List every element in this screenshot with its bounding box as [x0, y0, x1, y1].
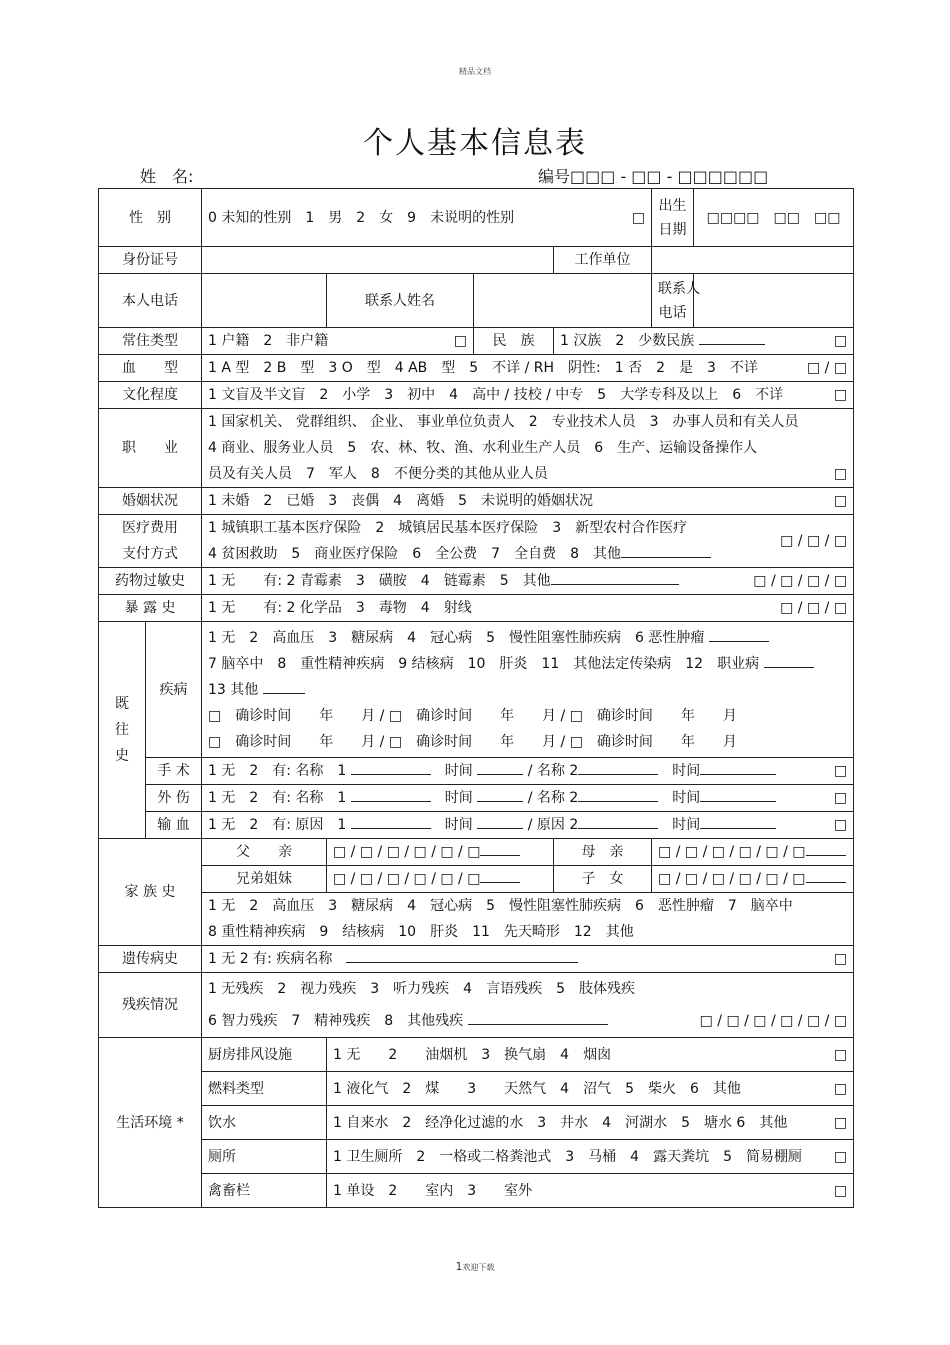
marriage-checkbox[interactable]: □ [833, 493, 848, 509]
residence-row [99, 328, 854, 355]
name-label: 姓 名: [140, 167, 194, 186]
fuel-label: 燃料类型 [202, 1072, 327, 1106]
marriage-options: 1 未婚 2 已婚 3 丧偶 4 离婚 5 未说明的婚姻状况 □ [202, 488, 854, 515]
education-label: 文化程度 [99, 382, 202, 409]
diagnosis-line-1[interactable]: □ 确诊时间 年 月 / □ 确诊时间 年 月 / □ 确诊时间 年 月 [208, 707, 737, 724]
kitchen-options: 1 无 2 油烟机 3 换气扇 4 烟囱 □ [327, 1038, 854, 1072]
kitchen-checkbox[interactable]: □ [833, 1046, 848, 1063]
footer-text: 欢迎下载 [462, 1263, 495, 1272]
transfusion-options: 1 无 2 有: 原因 1 时间 / 原因 2 时间 □ [202, 812, 854, 839]
residence-checkbox[interactable]: □ [453, 333, 467, 349]
toilet-row [99, 1140, 854, 1174]
allergy-options: 1 无 有: 2 青霉素 3 磺胺 4 链霉素 5 其他 □ / □ / □ / □ [202, 568, 854, 595]
occupation-options: 1 国家机关、 党群组织、 企业、 事业单位负责人 2 专业技术人员 3 办事人员和有关人员 4 商业、服务业人员 5 农、林、牧、渔、水利业生产人员 6 生产、运输设备操作人 员及有关人员 7 军人 8 不便分类的其他从业人员 □ [202, 409, 854, 488]
livestock-options: 1 单设 2 室内 3 室外 □ [327, 1174, 854, 1208]
page-footer [0, 1260, 950, 1273]
ethnic-options: 1 汉族 2 少数民族 □ [554, 328, 854, 355]
transfusion-checkbox[interactable]: □ [833, 817, 848, 833]
blood-label: 血 型 [99, 355, 202, 382]
ethnic-checkbox[interactable]: □ [833, 333, 848, 349]
trauma-label: 外 伤 [146, 785, 202, 812]
kitchen-row [99, 1038, 854, 1072]
fuel-row [99, 1072, 854, 1106]
contact-name-field[interactable] [474, 274, 652, 328]
occupation-row [99, 409, 854, 488]
marriage-label: 婚姻状况 [99, 488, 202, 515]
genetic-options: 1 无 2 有: 疾病名称 □ [202, 946, 854, 973]
occupational-blank[interactable] [764, 653, 814, 668]
surgery-checkbox[interactable]: □ [833, 763, 848, 779]
gender-row [99, 189, 854, 247]
mother-boxes[interactable]: □ / □ / □ / □ / □ / □ [652, 839, 854, 866]
medical-checkbox[interactable]: □ / □ / □ [780, 533, 848, 549]
toilet-label: 厕所 [202, 1140, 327, 1174]
residence-label: 常住类型 [99, 328, 202, 355]
medical-payment-row [99, 515, 854, 568]
kitchen-label: 厨房排风设施 [202, 1038, 327, 1072]
genetic-row [99, 946, 854, 973]
birth-date-field[interactable]: □□□□ □□ □□ [694, 189, 854, 247]
child-label: 子 女 [554, 866, 652, 893]
blood-checkbox[interactable]: □ / □ [806, 360, 848, 376]
toilet-options: 1 卫生厕所 2 一格或二格粪池式 3 马桶 4 露天粪坑 5 简易棚厕 □ [327, 1140, 854, 1174]
page-number: 1 [455, 1260, 463, 1273]
disability-options: 1 无残疾 2 视力残疾 3 听力残疾 4 言语残疾 5 肢体残疾 6 智力残疾 7 精神残疾 8 其他残疾 □ / □ / □ / □ / □ / □ [202, 973, 854, 1038]
work-unit-label: 工作单位 [554, 247, 652, 274]
idcard-row [99, 247, 854, 274]
phone-label: 本人电话 [99, 274, 202, 328]
allergy-checkbox[interactable]: □ / □ / □ / □ [753, 573, 848, 589]
livestock-checkbox[interactable]: □ [833, 1182, 848, 1199]
family-history-label: 家 族 史 [99, 839, 202, 946]
occupation-checkbox[interactable]: □ [833, 466, 848, 482]
education-checkbox[interactable]: □ [833, 387, 848, 403]
header-note: 精品文档 [459, 67, 491, 76]
father-boxes[interactable]: □ / □ / □ / □ / □ / □ [327, 839, 554, 866]
exposure-label: 暴 露 史 [99, 595, 202, 622]
code-label: 编号□□□ - □□ - □□□□□□ [538, 167, 769, 186]
medical-payment-label: 医疗费用 支付方式 [99, 515, 202, 568]
child-boxes[interactable]: □ / □ / □ / □ / □ / □ [652, 866, 854, 893]
phone-field[interactable] [202, 274, 327, 328]
exposure-checkbox[interactable]: □ / □ / □ [780, 600, 848, 616]
marriage-row [99, 488, 854, 515]
idcard-field[interactable] [202, 247, 554, 274]
mother-label: 母 亲 [554, 839, 652, 866]
fuel-options: 1 液化气 2 煤 3 天然气 4 沼气 5 柴火 6 其他 □ [327, 1072, 854, 1106]
allergy-row [99, 568, 854, 595]
surgery-row [99, 758, 854, 785]
water-checkbox[interactable]: □ [833, 1114, 848, 1131]
toilet-checkbox[interactable]: □ [833, 1148, 848, 1165]
disease-options: 1 无 2 高血压 3 糖尿病 4 冠心病 5 慢性阻塞性肺疾病 6 恶性肿瘤 7 脑卒中 8 重性精神疾病 9 结核病 10 肝炎 11 其他法定传染病 12 职业病 13 其他 □ 确诊时间 年 月 / □ 确诊时间 年 月 / □ 确诊时间 年 月 □ 确诊时间 年 月 / □ 确诊时间 年 月 / □ 确诊时间 年 月 [202, 622, 854, 758]
family-sibling-row [99, 866, 854, 893]
genetic-label: 遗传病史 [99, 946, 202, 973]
work-unit-field[interactable] [652, 247, 854, 274]
genetic-checkbox[interactable]: □ [833, 951, 848, 967]
history-disease-row [99, 622, 854, 758]
disability-label: 残疾情况 [99, 973, 202, 1038]
education-row [99, 382, 854, 409]
diagnosis-line-2[interactable]: □ 确诊时间 年 月 / □ 确诊时间 年 月 / □ 确诊时间 年 月 [208, 733, 737, 750]
sibling-boxes[interactable]: □ / □ / □ / □ / □ / □ [327, 866, 554, 893]
contact-name-label: 联系人姓名 [327, 274, 474, 328]
family-parent-row [99, 839, 854, 866]
disability-other-blank[interactable] [468, 1010, 608, 1025]
history-label: 既 往 史 [99, 622, 146, 839]
surgery-label: 手 术 [146, 758, 202, 785]
gender-checkbox[interactable]: □ [631, 209, 646, 226]
idcard-label: 身份证号 [99, 247, 202, 274]
gender-label: 性 别 [99, 189, 202, 247]
blood-row [99, 355, 854, 382]
family-disease-row [99, 893, 854, 946]
trauma-row [99, 785, 854, 812]
page-title: 个人基本信息表 [363, 126, 587, 161]
transfusion-row [99, 812, 854, 839]
contact-phone-label: 联系人 电话 [652, 274, 694, 328]
water-options: 1 自来水 2 经净化过滤的水 3 井水 4 河湖水 5 塘水 6 其他 □ [327, 1106, 854, 1140]
medical-other-blank[interactable] [621, 543, 711, 558]
medical-payment-options: □ / □ / □ 1 城镇职工基本医疗保险 2 城镇居民基本医疗保险 3 新型农村合作医疗 4 贫困救助 5 商业医疗保险 6 全公费 7 全自费 8 其他 [202, 515, 854, 568]
surgery-options: 1 无 2 有: 名称 1 时间 / 名称 2 时间 □ [202, 758, 854, 785]
contact-phone-field[interactable] [694, 274, 854, 328]
exposure-options: 1 无 有: 2 化学品 3 毒物 4 射线 □ / □ / □ [202, 595, 854, 622]
disease-label: 疾病 [146, 622, 202, 758]
trauma-options: 1 无 2 有: 名称 1 时间 / 名称 2 时间 □ [202, 785, 854, 812]
cancer-blank[interactable] [709, 627, 769, 642]
allergy-label: 药物过敏史 [99, 568, 202, 595]
water-label: 饮水 [202, 1106, 327, 1140]
family-disease-options: 1 无 2 高血压 3 糖尿病 4 冠心病 5 慢性阻塞性肺疾病 6 恶性肿瘤 7 脑卒中 8 重性精神疾病 9 结核病 10 肝炎 11 先天畸形 12 其他 [202, 893, 854, 946]
disability-checkbox[interactable]: □ / □ / □ / □ / □ / □ [699, 1013, 848, 1029]
livestock-row [99, 1174, 854, 1208]
fuel-checkbox[interactable]: □ [833, 1080, 848, 1097]
ethnic-blank[interactable] [699, 330, 765, 345]
allergy-other-blank[interactable] [551, 570, 679, 585]
exposure-row [99, 595, 854, 622]
disability-row [99, 973, 854, 1038]
trauma-checkbox[interactable]: □ [833, 790, 848, 806]
sibling-label: 兄弟姐妹 [202, 866, 327, 893]
father-label: 父 亲 [202, 839, 327, 866]
phone-row [99, 274, 854, 328]
transfusion-label: 输 血 [146, 812, 202, 839]
water-row [99, 1106, 854, 1140]
gender-options: 0 未知的性别 1 男 2 女 9 未说明的性别 □ [202, 189, 652, 247]
blood-options: 1 A 型 2 B 型 3 O 型 4 AB 型 5 不详 / RH 阴性: 1 否 2 是 3 不详 □ / □ [202, 355, 854, 382]
info-table [98, 188, 854, 1208]
occupation-label: 职 业 [99, 409, 202, 488]
living-env-label: 生活环境 * [99, 1038, 202, 1208]
disease-other-blank[interactable] [263, 679, 305, 694]
residence-options: 1 户籍 2 非户籍 □ [202, 328, 474, 355]
education-options: 1 文盲及半文盲 2 小学 3 初中 4 高中 / 技校 / 中专 5 大学专科及以上 6 不详 □ [202, 382, 854, 409]
genetic-name-blank[interactable] [346, 948, 578, 963]
ethnic-label: 民 族 [474, 328, 554, 355]
birth-label: 出生 日期 [652, 189, 694, 247]
livestock-label: 禽畜栏 [202, 1174, 327, 1208]
